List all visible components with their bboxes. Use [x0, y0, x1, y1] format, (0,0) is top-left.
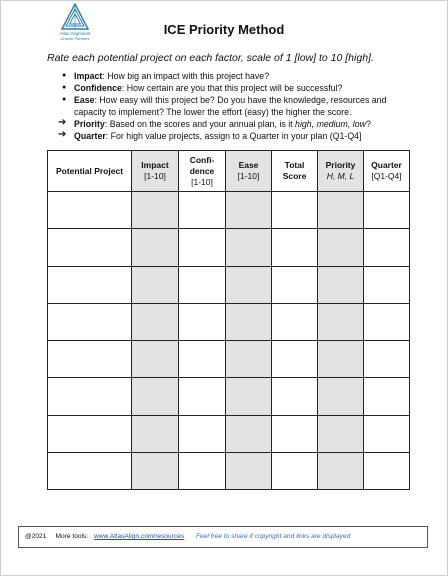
factor-list — [60, 70, 400, 142]
table-cell[interactable] — [272, 229, 318, 266]
footer-share-note: Feel free to share if copyright and links are displayed — [196, 533, 351, 540]
table-row — [48, 303, 410, 340]
table-cell[interactable] — [226, 452, 272, 489]
bullet-term: Impact — [74, 71, 103, 81]
table-cell[interactable] — [179, 229, 226, 266]
table-cell[interactable] — [272, 192, 318, 229]
table-cell[interactable] — [272, 303, 318, 340]
table-cell[interactable] — [318, 378, 364, 415]
table-cell[interactable] — [48, 452, 132, 489]
table-cell[interactable] — [132, 303, 179, 340]
table-cell[interactable] — [364, 341, 410, 378]
table-cell[interactable] — [179, 341, 226, 378]
table-row — [48, 229, 410, 266]
table-row — [48, 452, 410, 489]
table-cell[interactable] — [364, 266, 410, 303]
bullet-text: : How certain are you that this project will be successful? — [121, 83, 343, 93]
header-total-score: Total Score — [272, 151, 318, 192]
right-arrow-icon: ➔ — [58, 129, 67, 140]
bullet-ease — [60, 94, 400, 118]
table-cell[interactable] — [48, 229, 132, 266]
table-cell[interactable] — [48, 378, 132, 415]
table-row — [48, 415, 410, 452]
logo-line2: Growth Partners — [60, 36, 90, 41]
priority-table — [47, 150, 410, 490]
instructions-subtitle: Rate each potential project on each factor, scale of 1 [low] to 10 [high]. — [47, 52, 374, 64]
table-cell[interactable] — [132, 415, 179, 452]
bullet-term: Confidence — [74, 83, 122, 93]
table-cell[interactable] — [132, 378, 179, 415]
table-cell[interactable] — [132, 192, 179, 229]
table-cell[interactable] — [48, 415, 132, 452]
table-cell[interactable] — [226, 378, 272, 415]
table-cell[interactable] — [318, 415, 364, 452]
table-cell[interactable] — [318, 452, 364, 489]
bullet-term: Quarter — [74, 131, 106, 141]
table-cell[interactable] — [48, 341, 132, 378]
footer-bar — [18, 526, 428, 548]
table-cell[interactable] — [318, 229, 364, 266]
table-cell[interactable] — [179, 192, 226, 229]
table-row — [48, 192, 410, 229]
table-cell[interactable] — [226, 266, 272, 303]
table-cell[interactable] — [132, 266, 179, 303]
resources-link[interactable]: www.AtlasAlign.com/resources — [94, 533, 185, 540]
page-title: ICE Priority Method — [163, 22, 285, 37]
table-cell[interactable] — [318, 266, 364, 303]
bullet-text: : For high value projects, assign to a Quarter in your plan (Q1-Q4] — [105, 131, 362, 141]
table-cell[interactable] — [272, 266, 318, 303]
table-cell[interactable] — [272, 415, 318, 452]
table-cell[interactable] — [132, 452, 179, 489]
table-cell[interactable] — [226, 341, 272, 378]
table-cell[interactable] — [179, 378, 226, 415]
bullet-text: : How easy will this project be? Do you have the knowledge, resources and capacity to implement? The lower the effort (easy) the higher the score. — [74, 95, 387, 117]
table-cell[interactable] — [48, 266, 132, 303]
bullet-impact — [60, 70, 400, 82]
table-cell[interactable] — [179, 452, 226, 489]
bullet-text-end: ? — [365, 119, 371, 129]
bullet-quarter — [60, 130, 400, 142]
table-cell[interactable] — [272, 378, 318, 415]
table-cell[interactable] — [364, 192, 410, 229]
table-cell[interactable] — [226, 192, 272, 229]
header-priority: Priority H, M, L — [318, 151, 364, 192]
header-confidence: Confi- dence [1-10] — [179, 151, 226, 192]
bullet-text: : How big an impact with this project have? — [102, 71, 270, 81]
table-cell[interactable] — [226, 415, 272, 452]
bullet-confidence — [60, 82, 400, 94]
header-ease: Ease [1-10] — [226, 151, 272, 192]
footer-copyright: @2021 — [25, 533, 47, 540]
table-cell[interactable] — [179, 303, 226, 340]
logo-line1: Atlas Alignment — [59, 31, 91, 36]
header-impact: Impact [1-10] — [132, 151, 179, 192]
table-cell[interactable] — [48, 192, 132, 229]
right-arrow-icon: ➔ — [58, 117, 67, 128]
bullet-term: Priority — [74, 119, 105, 129]
table-header-row — [48, 151, 410, 192]
bullet-italic: high, medium, low — [295, 119, 366, 129]
table-cell[interactable] — [179, 415, 226, 452]
header-quarter: Quarter [Q1-Q4] — [364, 151, 410, 192]
table-row — [48, 266, 410, 303]
table-cell[interactable] — [132, 341, 179, 378]
table-cell[interactable] — [318, 341, 364, 378]
table-cell[interactable] — [318, 303, 364, 340]
table-row — [48, 378, 410, 415]
table-cell[interactable] — [226, 229, 272, 266]
table-cell[interactable] — [272, 452, 318, 489]
bullet-priority — [60, 118, 400, 130]
table-cell[interactable] — [272, 341, 318, 378]
table-cell[interactable] — [364, 229, 410, 266]
table-cell[interactable] — [318, 192, 364, 229]
bullet-term: Ease — [74, 95, 95, 105]
footer-more-tools: More tools: — [55, 533, 89, 540]
table-cell[interactable] — [364, 303, 410, 340]
table-cell[interactable] — [364, 378, 410, 415]
table-cell[interactable] — [364, 415, 410, 452]
table-row — [48, 341, 410, 378]
table-cell[interactable] — [48, 303, 132, 340]
table-cell[interactable] — [179, 266, 226, 303]
header-potential-project: Potential Project — [48, 151, 132, 192]
table-cell[interactable] — [226, 303, 272, 340]
table-cell[interactable] — [132, 229, 179, 266]
table-cell[interactable] — [364, 452, 410, 489]
bullet-text: : Based on the scores and your annual plan, is it — [104, 119, 296, 129]
